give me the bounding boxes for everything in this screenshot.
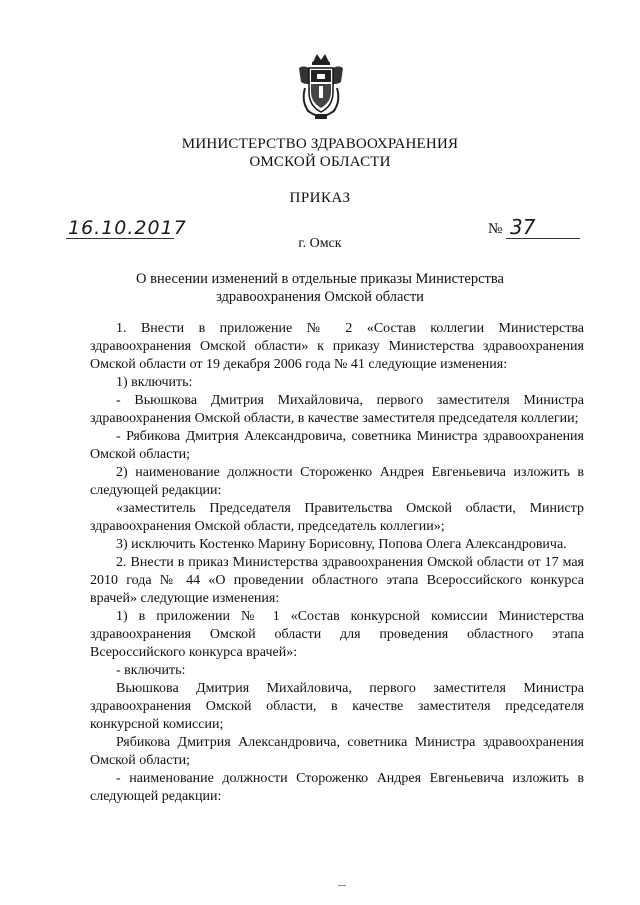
subject-line2: здравоохранения Омской области	[216, 289, 424, 305]
document-subject	[0, 270, 640, 306]
paragraph: 1) в приложении № 1 «Состав конкурсной комиссии Министерства здравоохранения Омской области для проведения областного этапа Всероссийского конкурса врачей»:	[90, 609, 584, 660]
subject-line1: О внесении изменений в отдельные приказы Министерства	[136, 271, 504, 287]
city-label: г. Омск	[298, 236, 342, 251]
page-footer-dash	[338, 885, 346, 886]
paragraph: Рябикова Дмитрия Александровича, советника Министра здравоохранения Омской области;	[90, 735, 584, 768]
paragraph: - включить:	[116, 663, 186, 678]
paragraph: Вьюшкова Дмитрия Михайловича, первого заместителя Министра здравоохранения Омской области, в качестве заместителя председателя конкурсной комиссии;	[90, 681, 584, 732]
paragraph: - Рябикова Дмитрия Александровича, советника Министра здравоохранения Омской области;	[90, 429, 584, 462]
paragraph: 2. Внести в приказ Министерства здравоохранения Омской области от 17 мая 2010 года № 44 «О проведении областного этапа Всероссийского конкурса врачей» следующие изменения:	[90, 555, 584, 606]
handwritten-number: 37	[510, 215, 536, 239]
paragraph: 1) включить:	[116, 375, 193, 390]
paragraph: - наименование должности Стороженко Андрея Евгеньевича изложить в следующей редакции:	[90, 771, 584, 804]
number-sign: №	[488, 221, 503, 237]
ministry-name-line1: МИНИСТЕРСТВО ЗДРАВООХРАНЕНИЯ	[181, 136, 459, 152]
document-type-title: ПРИКАЗ	[289, 190, 351, 206]
paragraph: 1. Внести в приложение № 2 «Состав коллегии Министерства здравоохранения Омской области» к приказу Министерства здравоохранения Омской области от 19 декабря 2006 года № 41 следующие изменения:	[90, 321, 584, 372]
ministry-name-line2: ОМСКОЙ ОБЛАСТИ	[249, 154, 391, 170]
document-body	[90, 320, 584, 806]
handwritten-date: 16.10.2017	[68, 217, 187, 239]
paragraph: 2) наименование должности Стороженко Андрея Евгеньевича изложить в следующей редакции:	[90, 465, 584, 498]
coat-of-arms-icon	[295, 52, 347, 124]
paragraph: 3) исключить Костенко Марину Борисовну, Попова Олега Александровича.	[116, 537, 567, 552]
paragraph: - Вьюшкова Дмитрия Михайловича, первого заместителя Министра здравоохранения Омской области, в качестве заместителя председателя коллегии;	[90, 393, 584, 426]
paragraph: «заместитель Председателя Правительства Омской области, Министр здравоохранения Омской области, председатель коллегии»;	[90, 501, 584, 534]
